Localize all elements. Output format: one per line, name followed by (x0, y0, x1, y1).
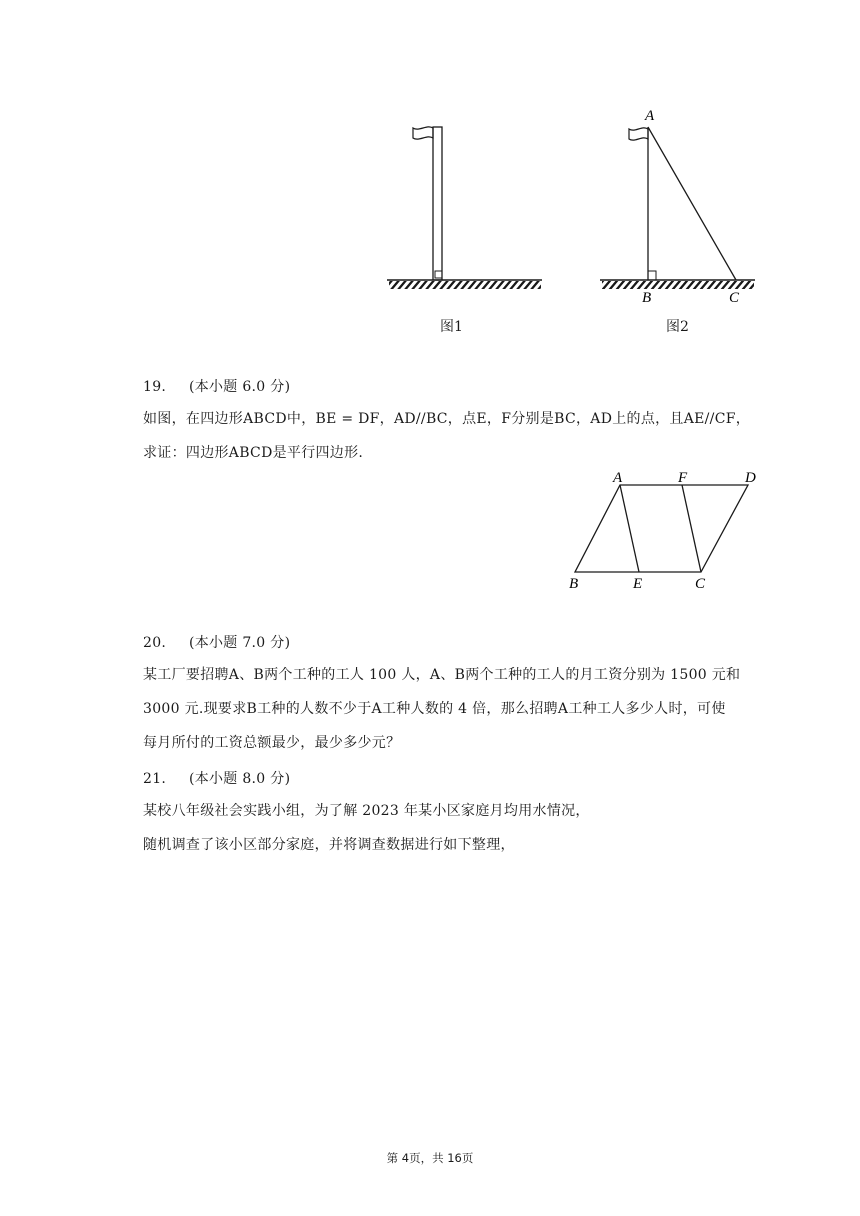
segment-cf (682, 485, 701, 572)
figure-2-caption: 图2 (666, 319, 689, 335)
q21-line-2: 随机调查了该小区部分家庭，并将调查数据进行如下整理， (143, 837, 515, 853)
label-b: B (569, 576, 579, 592)
label-c: C (729, 290, 740, 305)
q21-score: (本小题 8.0 分) (188, 771, 291, 787)
q20-header (143, 632, 290, 652)
label-e: E (633, 576, 643, 592)
q20-line-1: 某工厂要招聘A、B两个工种的工人 100 人，A、B两个工种的工人的月工资分别为 1500 元和 (143, 667, 741, 683)
flagpole (433, 127, 442, 280)
label-a: A (613, 470, 623, 486)
label-c: C (695, 576, 706, 592)
flag-shape (629, 128, 648, 140)
right-angle-mark (648, 271, 656, 280)
segment-ae (620, 485, 639, 572)
right-angle-mark (435, 271, 442, 278)
ground-hatch (602, 281, 754, 289)
q21-line-1: 某校八年级社会实践小组，为了解 2023 年某小区家庭月均用水情况， (143, 803, 590, 819)
label-a: A (645, 108, 655, 124)
q19-header (143, 376, 290, 396)
figure-2-flagpole-rope (595, 105, 760, 305)
page-footer: 第 4页，共 16页 (386, 1151, 474, 1165)
q20-number: 20. (143, 635, 167, 651)
q21-number: 21. (143, 771, 167, 787)
flag-shape (413, 127, 433, 139)
q20-line-2: 3000 元.现要求B工种的人数不少于A工种人数的 4 倍，那么招聘A工种工人多少人时，可使 (143, 701, 726, 717)
q19-score: (本小题 6.0 分) (188, 379, 291, 395)
figure-1-flagpole (385, 120, 545, 295)
rope-ac (648, 127, 736, 280)
q19-line-1: 如图，在四边形ABCD中，BE = DF，AD//BC，点E，F分别是BC，AD上的点，且AE//CF， (143, 411, 751, 427)
label-d: D (745, 470, 756, 486)
label-b: B (642, 290, 652, 305)
parallelogram-abcd (575, 485, 748, 572)
q19-number: 19. (143, 379, 167, 395)
label-f: F (678, 470, 688, 486)
q21-header (143, 768, 290, 788)
q19-line-2: 求证：四边形ABCD是平行四边形. (143, 445, 364, 461)
q20-line-3: 每月所付的工资总额最少，最少多少元？ (143, 735, 401, 751)
figure-3-parallelogram (565, 466, 765, 596)
ground-hatch (389, 281, 541, 289)
q20-score: (本小题 7.0 分) (188, 635, 291, 651)
figure-1-caption: 图1 (440, 319, 463, 335)
